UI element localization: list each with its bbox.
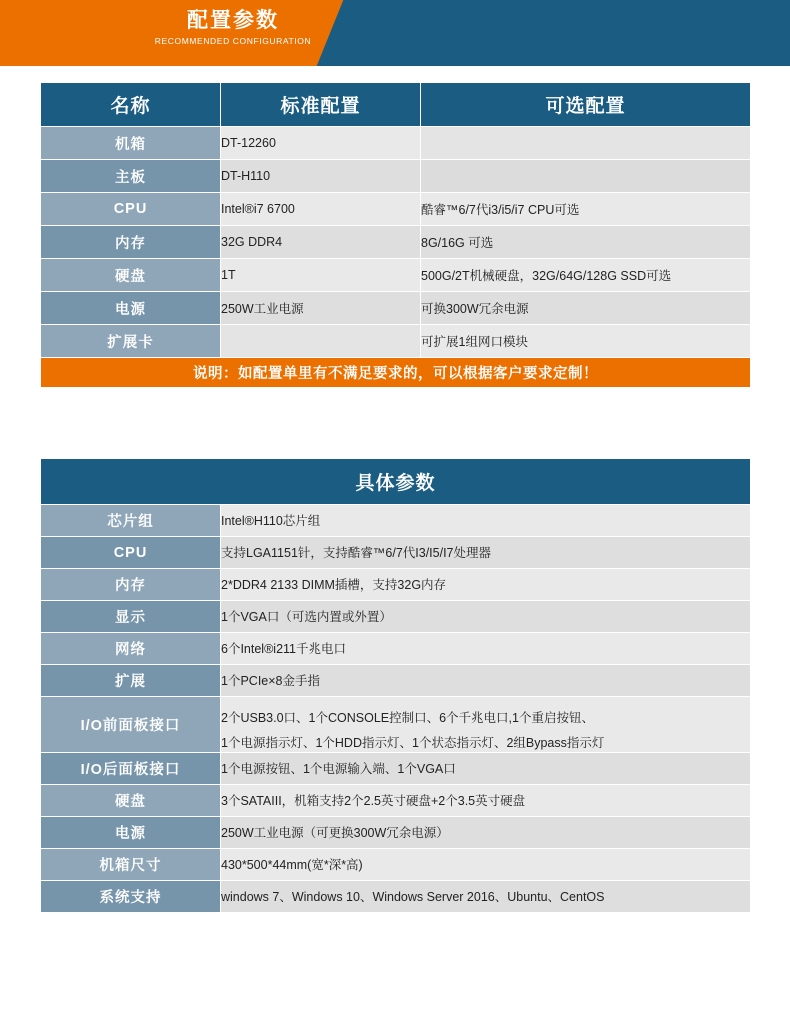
spec-row-value: 支持LGA1151针，支持酷睿™6/7代I3/I5/I7处理器 [221, 537, 751, 569]
config-row-optional: 可扩展1组网口模块 [421, 325, 751, 358]
spec-row-value: 250W工业电源（可更换300W冗余电源） [221, 817, 751, 849]
page-banner [0, 0, 790, 66]
config-header-name: 名称 [41, 83, 221, 127]
table-row [41, 633, 751, 665]
config-row-standard: 250W工业电源 [221, 292, 421, 325]
table-row [41, 665, 751, 697]
table-row [41, 569, 751, 601]
config-row-name: 硬盘 [41, 259, 221, 292]
config-row-name: CPU [41, 193, 221, 226]
table-row [41, 292, 751, 325]
spec-table-title: 具体参数 [41, 459, 751, 505]
spec-row-name: 网络 [41, 633, 221, 665]
table-row [41, 226, 751, 259]
table-row [41, 697, 751, 753]
config-row-standard [221, 325, 421, 358]
spec-row-name: I/O前面板接口 [41, 697, 221, 753]
table-row [41, 193, 751, 226]
table-row [41, 537, 751, 569]
spec-row-value: windows 7、Windows 10、Windows Server 2016、Ubuntu、CentOS [221, 881, 751, 913]
config-row-name: 电源 [41, 292, 221, 325]
spec-row-name: 显示 [41, 601, 221, 633]
table-row [41, 785, 751, 817]
config-row-name: 主板 [41, 160, 221, 193]
config-row-name: 机箱 [41, 127, 221, 160]
table-row [41, 881, 751, 913]
spec-row-name: 芯片组 [41, 505, 221, 537]
spec-row-value: 1个PCIe×8金手指 [221, 665, 751, 697]
table-row [41, 849, 751, 881]
spec-row-value: 1个电源按钮、1个电源输入端、1个VGA口 [221, 753, 751, 785]
config-row-optional: 酷睿™6/7代i3/i5/i7 CPU可选 [421, 193, 751, 226]
spec-row-name: 机箱尺寸 [41, 849, 221, 881]
table-row [41, 160, 751, 193]
config-row-name: 内存 [41, 226, 221, 259]
config-row-name: 扩展卡 [41, 325, 221, 358]
config-row-standard: DT-12260 [221, 127, 421, 160]
spec-table-title-row [41, 459, 751, 505]
spec-row-name: 硬盘 [41, 785, 221, 817]
banner-title: 配置参数 [187, 9, 279, 32]
spec-table-wrap [40, 458, 750, 913]
spec-row-name: CPU [41, 537, 221, 569]
spec-row-name: 内存 [41, 569, 221, 601]
config-table [40, 82, 751, 388]
table-row [41, 753, 751, 785]
spec-row-value-line1: 2个USB3.0口、1个CONSOLE控制口、6个千兆电口,1个重启按钮、 [221, 711, 594, 725]
spec-row-value: 3个SATAIII，机箱支持2个2.5英寸硬盘+2个3.5英寸硬盘 [221, 785, 751, 817]
config-header-standard: 标准配置 [221, 83, 421, 127]
spec-row-value: 1个VGA口（可选内置或外置） [221, 601, 751, 633]
table-row [41, 505, 751, 537]
banner-text-group [108, 8, 358, 47]
config-row-optional [421, 127, 751, 160]
config-row-standard: Intel®i7 6700 [221, 193, 421, 226]
banner-subtitle: RECOMMENDED CONFIGURATION [154, 36, 312, 46]
config-row-optional: 500G/2T机械硬盘，32G/64G/128G SSD可选 [421, 259, 751, 292]
spec-row-name: 电源 [41, 817, 221, 849]
spec-row-value: Intel®H110芯片组 [221, 505, 751, 537]
config-table-header-row [41, 83, 751, 127]
spec-row-value [221, 697, 751, 753]
config-row-standard: DT-H110 [221, 160, 421, 193]
spec-row-name: I/O后面板接口 [41, 753, 221, 785]
config-row-optional: 8G/16G 可选 [421, 226, 751, 259]
table-row [41, 259, 751, 292]
config-header-optional: 可选配置 [421, 83, 751, 127]
table-row [41, 325, 751, 358]
config-note: 说明：如配置单里有不满足要求的，可以根据客户要求定制！ [41, 358, 751, 388]
spec-row-name: 扩展 [41, 665, 221, 697]
table-row [41, 601, 751, 633]
spec-row-value: 430*500*44mm(宽*深*高) [221, 849, 751, 881]
config-table-wrap [40, 82, 750, 388]
spec-row-value: 6个Intel®i211千兆电口 [221, 633, 751, 665]
table-row [41, 127, 751, 160]
table-row [41, 817, 751, 849]
config-row-optional [421, 160, 751, 193]
spec-row-name: 系统支持 [41, 881, 221, 913]
config-row-optional: 可换300W冗余电源 [421, 292, 751, 325]
spec-row-value-line2: 1个电源指示灯、1个HDD指示灯、1个状态指示灯、2组Bypass指示灯 [221, 736, 605, 750]
config-row-standard: 1T [221, 259, 421, 292]
spec-table [40, 458, 751, 913]
config-row-standard: 32G DDR4 [221, 226, 421, 259]
config-note-row [41, 358, 751, 388]
spec-row-value: 2*DDR4 2133 DIMM插槽，支持32G内存 [221, 569, 751, 601]
